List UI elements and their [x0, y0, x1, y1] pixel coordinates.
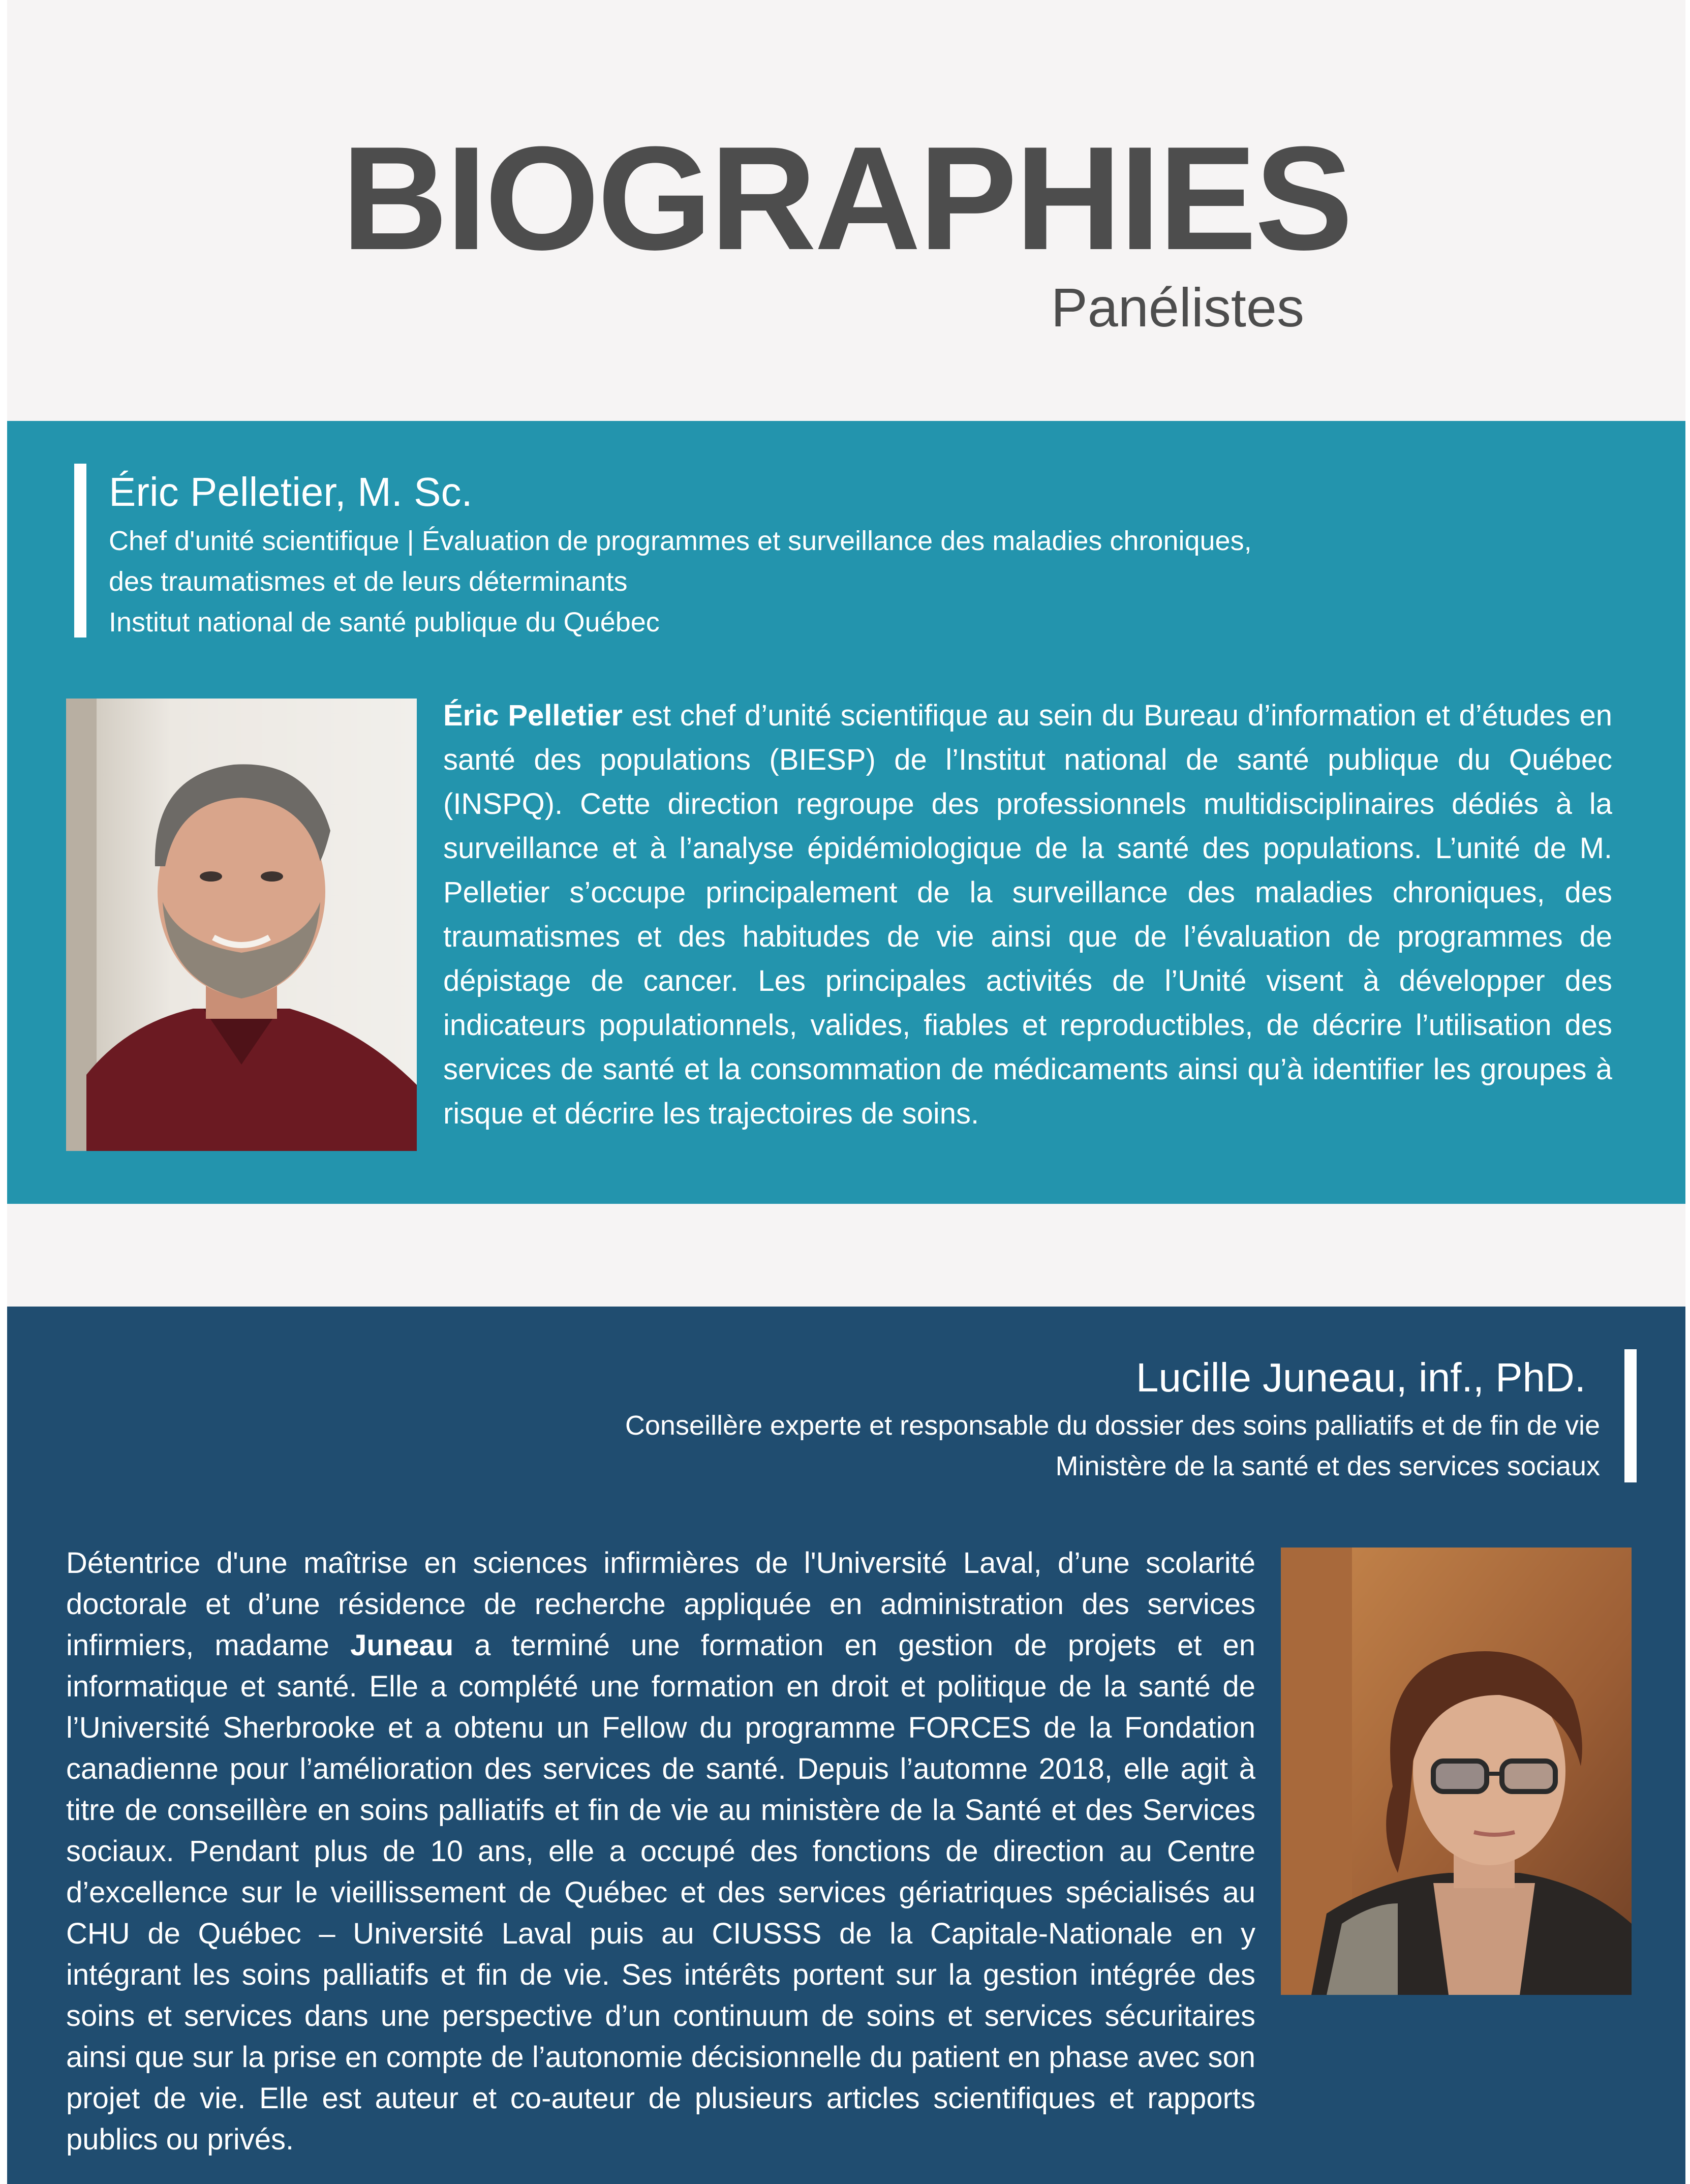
bio-text-before: Détentrice d'une maîtrise en sciences infirmières de l'Université Laval, d’une scolarité doctorale et d’une résidence de recherche appliquée en administration des services infirmiers, madame: [66, 1546, 1255, 1662]
page-title: BIOGRAPHIES: [341, 116, 1351, 281]
role-line: Ministère de la santé et des services sociaux: [1055, 1451, 1600, 1481]
role-line: Institut national de santé publique du Québec: [109, 607, 660, 638]
panelist-role: [109, 521, 1379, 643]
bio-bold-name: Juneau: [350, 1629, 454, 1662]
panelist-bio: [443, 693, 1612, 1136]
panelist-photo-juneau: [1281, 1548, 1632, 1995]
panelist-section-pelletier: [7, 421, 1685, 1204]
panelist-photo-pelletier: [66, 699, 417, 1151]
accent-bar: [1624, 1349, 1637, 1482]
role-line: Chef d'unité scientifique | Évaluation de programmes et surveillance des maladies chroniques,: [109, 526, 1252, 556]
role-line: des traumatismes et de leurs déterminants: [109, 566, 628, 597]
bio-text: est chef d’unité scientifique au sein du Bureau d’information et d’études en santé des populations (BIESP) de l’Institut national de santé publique du Québec (INSPQ). Cette direction regroupe des professionnels multidisciplinaires dédiés à la surveillance et à l’analyse épidémiologique de la santé des populations. L’unité de M. Pelletier s’occupe principalement de la surveillance des maladies chroniques, des traumatismes et des habitudes de vie ainsi que de l’évaluation de programmes de dépistage de cancer. Les principales activités de l’Unité visent à développer des indicateurs populationnels, valides, fiables et reproductibles, de décrire l’utilisation des services de santé et la consommation de médicaments ainsi qu’à identifier les groupes à risque et décrire les trajectoires de soins.: [443, 699, 1612, 1130]
bio-text-after: a terminé une formation en gestion de projets et en informatique et santé. Elle a complété une formation en droit et politique de la santé de l’Université Sherbrooke et a obtenu un Fellow du programme FORCES de la Fondation canadienne pour l’amélioration des services de santé. Depuis l’automne 2018, elle agit à titre de conseillère en soins palliatifs et fin de vie au ministère de la Santé et des Services sociaux. Pendant plus de 10 ans, elle a occupé des fonctions de direction au Centre d’excellence sur le vieillissement de Québec et des services gériatriques spécialisés au CHU de Québec – Université Laval puis au CIUSSS de la Capitale-Nationale en y intégrant les soins palliatifs et fin de vie. Ses intérêts portent sur la gestion intégrée des soins et services dans une perspective d’un continuum de soins et services sécuritaires ainsi que sur la prise en compte de l’autonomie décisionnelle du patient en phase avec son projet de vie. Elle est auteur et co-auteur de plusieurs articles scientifiques et rapports publics ou privés.: [66, 1629, 1255, 2156]
accent-bar: [74, 464, 86, 638]
bio-bold-name: Éric Pelletier: [443, 699, 623, 732]
role-line: Conseillère experte et responsable du dossier des soins palliatifs et de fin de vie: [625, 1410, 1600, 1441]
panelist-name: Éric Pelletier, M. Sc.: [109, 469, 473, 514]
panelist-role: [380, 1405, 1600, 1487]
panelist-section-juneau: [7, 1307, 1685, 2184]
panelist-name: Lucille Juneau, inf., PhD.: [1136, 1355, 1586, 1400]
panelist-bio: [66, 1542, 1255, 2160]
page-subtitle: Panélistes: [1051, 277, 1304, 338]
page: [7, 0, 1685, 2184]
